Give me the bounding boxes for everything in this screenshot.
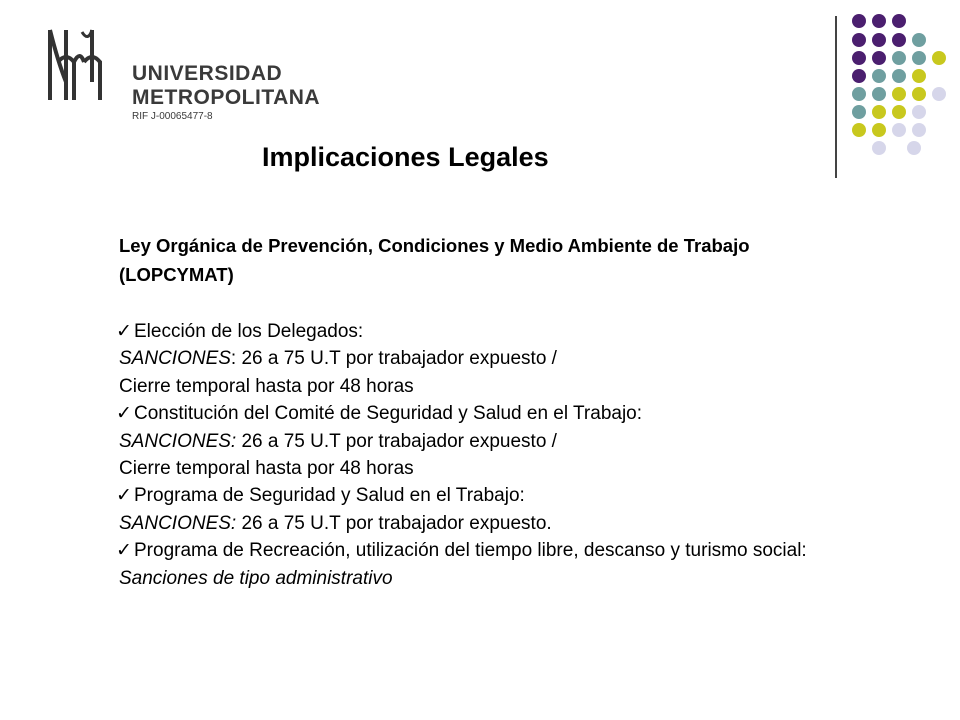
list-item	[116, 400, 849, 427]
decorative-dot	[912, 123, 926, 137]
list-item	[116, 482, 849, 509]
decorative-dot	[892, 69, 906, 83]
decorative-dot	[912, 69, 926, 83]
decorative-dot	[852, 105, 866, 119]
checkmark-icon: ✓	[116, 540, 132, 562]
decorative-dot	[852, 69, 866, 83]
decorative-dot	[892, 51, 906, 65]
decorative-dot	[872, 69, 886, 83]
decorative-dot	[912, 51, 926, 65]
decorative-dot	[872, 14, 886, 28]
item-label: Programa de Recreación, utilización del tiempo libre, descanso y turismo social:	[134, 540, 807, 562]
vertical-divider	[835, 16, 837, 178]
logo-rif: RIF J-00065477-8	[132, 111, 213, 122]
law-heading: Ley Orgánica de Prevención, Condiciones y Medio Ambiente de Trabajo (LOPCYMAT)	[119, 235, 750, 285]
decorative-dot	[907, 141, 921, 155]
decorative-dot	[912, 105, 926, 119]
content-body	[116, 231, 849, 592]
decorative-dot	[852, 51, 866, 65]
decorative-dot	[932, 87, 946, 101]
item-label: Elección de los Delegados:	[134, 321, 364, 342]
sanction-prefix: SANCIONES	[119, 348, 231, 370]
sanction-line	[119, 345, 849, 372]
checkmark-icon: ✓	[116, 321, 132, 342]
item-label: Constitución del Comité de Seguridad y Salud en el Trabajo:	[134, 403, 643, 425]
decorative-dot	[872, 141, 886, 155]
decorative-dot	[892, 87, 906, 101]
decorative-dot	[912, 87, 926, 101]
decorative-dot	[872, 33, 886, 47]
list-item	[116, 537, 849, 564]
decorative-dot	[852, 14, 866, 28]
decorative-dot	[872, 87, 886, 101]
decorative-dot	[872, 123, 886, 137]
decorative-dot	[892, 14, 906, 28]
decorative-dot	[892, 123, 906, 137]
decorative-dot	[852, 123, 866, 137]
university-logo	[44, 22, 321, 122]
university-emblem-icon	[44, 22, 124, 112]
sanction-text: 26 a 75 U.T por trabajador expuesto /	[236, 430, 557, 452]
decorative-dot	[932, 51, 946, 65]
checkmark-icon: ✓	[116, 485, 132, 507]
decorative-dot	[872, 105, 886, 119]
decorative-dot	[892, 33, 906, 47]
sanction-prefix: SANCIONES:	[119, 430, 237, 452]
decorative-dot	[892, 105, 906, 119]
sanction-prefix: SANCIONES:	[119, 512, 237, 534]
logo-line-2: METROPOLITANA	[132, 86, 321, 109]
sanction-extra: Cierre temporal hasta por 48 horas	[119, 375, 414, 397]
item-label: Programa de Seguridad y Salud en el Trabajo:	[134, 485, 525, 507]
sanction-line	[119, 510, 849, 537]
logo-line-1: UNIVERSIDAD	[132, 62, 283, 85]
sanction-line	[119, 565, 849, 592]
sanction-full: Sanciones de tipo administrativo	[119, 567, 393, 589]
page-title: Implicaciones Legales	[262, 142, 549, 172]
decorative-dot	[872, 51, 886, 65]
decorative-dot	[912, 33, 926, 47]
sanction-line	[119, 428, 849, 455]
sanction-extra: Cierre temporal hasta por 48 horas	[119, 458, 414, 480]
sanction-text: 26 a 75 U.T por trabajador expuesto.	[236, 512, 552, 534]
list-item	[116, 318, 849, 345]
decorative-dot	[852, 87, 866, 101]
sanction-text: : 26 a 75 U.T por trabajador expuesto /	[230, 348, 557, 370]
decorative-dot	[852, 33, 866, 47]
checkmark-icon: ✓	[116, 403, 132, 425]
